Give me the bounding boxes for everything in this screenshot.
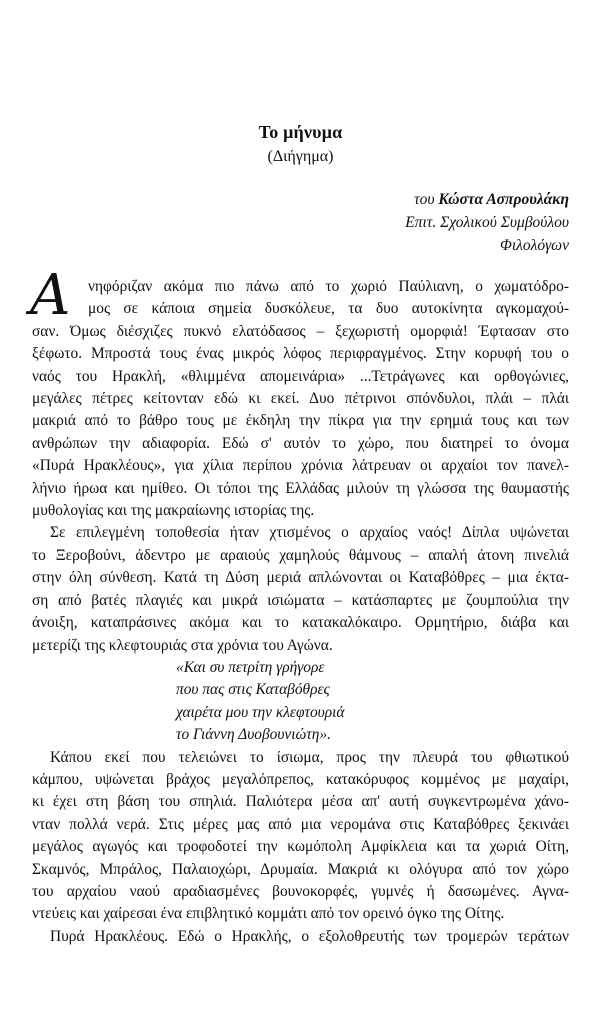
text-line: μεγάλος αγωγός και τροφοδοτεί την κωμόπολη Αμφίκλεια και τα χωριά Οίτη,: [32, 838, 569, 856]
text-line: μεγάλες πέτρες κείτονταν εδώ κι εκεί. Δυο πέτρινοι σπόνδυλοι, πλάι – πλάι: [32, 390, 569, 408]
byline-author-line: [405, 188, 569, 211]
byline: [405, 188, 569, 257]
verse-line: χαιρέτα μου την κλεφτουριά: [176, 703, 345, 721]
text-line: λήνιο ήρωα και ημίθεο. Οι τόποι της Ελλάδας μιλούν τη γλώσσα της θαυμαστής: [32, 479, 569, 497]
text-line: σαν. Όμως διέσχιζες πυκνό ελατόδασος – ξεχωριστή ομορφιά! Έφτασαν στο: [32, 322, 569, 340]
paragraph-3: [32, 747, 569, 926]
verse-block: [32, 657, 569, 747]
paragraph-2: [32, 522, 569, 656]
body-text: [30, 263, 569, 948]
text-line: μυθολογίας και της μακραίωνης ιστορίας της.: [32, 502, 315, 520]
text-line: μακριά από το βάθρο τους με έκδηλη την πίκρα για την ερημιά τους και των: [32, 412, 569, 430]
paragraph-4: [32, 926, 569, 948]
text-line: άνοιξη, καταπράσινες ακόμα και το κατακαλόκαιρο. Ορμητήριο, διάβα και: [32, 614, 569, 632]
byline-role: Επιτ. Σχολικού Συμβούλου: [405, 214, 569, 231]
text-line: Κάπου εκεί που τελειώνει το ίσιωμα, προς την πλευρά του φθιωτικού: [50, 748, 569, 766]
story-title: Το μήνυμα: [258, 122, 343, 142]
verse-line: το Γιάννη Δυοβουνιώτη».: [176, 726, 331, 744]
text-line: του αρχαίου ναού αραδιασμένες βουνοκορφές, γυμνές ή δασωμένες. Αγνα-: [32, 882, 569, 900]
text-line: μετερίζι της κλεφτουριάς στα χρόνια του Αγώνα.: [32, 636, 333, 654]
text-line: νταν πολλά νερά. Στις μέρες μας από μια νερομάνα στις Καταβόθρες ξεκινάει: [32, 815, 569, 833]
text-line: Σε επιλεγμένη τοποθεσία ήταν χτισμένος ο αρχαίος ναός! Δίπλα υψώνεται: [50, 524, 569, 542]
text-line: νηφόριζαν ακόμα πιο πάνω από το χωριό Παύλιανη, ο χωματόδρο-: [88, 278, 569, 295]
text-line: ση από βατές πλαγιές και μικρά ισιώματα – κατάσπαρτες με ζουμπούλια την: [32, 591, 569, 609]
text-line: «Πυρά Ηρακλέους», για χίλια περίπου χρόνια λάτρευαν οι αρχαίοι τον πανελ-: [32, 457, 569, 475]
verse-line: «Και συ πετρίτη γρήγορε: [176, 658, 325, 676]
text-line: μος σε κάποια σημεία δυσκόλευε, τα δυο αυτοκίνητα αγκομαχού-: [88, 300, 569, 318]
text-line: στην όλη σύνθεση. Κατά τη Δύση μεριά απλώνονται οι Καταβόθρες – μια έκτα-: [32, 569, 569, 587]
text-line: ξέφωτο. Μπροστά τους ένας μικρός λόφος περιφραγμένος. Στην κορυφή του ο: [32, 345, 569, 363]
text-line: Σκαμνός, Μπράλος, Παλαιοχώρι, Δρυμαία. Μακριά κι ολόγυρα από τον χώρο: [32, 860, 569, 878]
text-line: ανθρώπων την αδιαφορία. Εδώ σ' αυτόν το χώρο, που διατηρεί το όνομα: [32, 434, 569, 452]
byline-prefix: του: [414, 191, 439, 208]
text-line: ναός του Ηρακλή, «θλιμμένα απομεινάρια» ...Τετράγωνες και ορθογώνιες,: [32, 367, 569, 385]
text-line: Πυρά Ηρακλέους. Εδώ ο Ηρακλής, ο εξολοθρευτής των τρομερών τεράτων: [50, 927, 569, 945]
story-subtitle: (Διήγημα): [267, 148, 334, 165]
drop-cap: Α: [30, 263, 71, 328]
author-name: Κώστα Ασπρουλάκη: [438, 191, 569, 208]
text-line: κάμπου, υψώνεται βράχος μεγαλόπρεπος, κατακόρυφος κομμένος με μαχαίρι,: [32, 770, 569, 788]
byline-field: Φιλολόγων: [500, 237, 569, 254]
text-line: το Ξεροβούνι, άδεντρο με αραιούς χαμηλούς θάμνους – απαλή άτονη πινελιά: [32, 546, 569, 564]
text-line: κι έχει στη βάση του σπηλιά. Παλιότερα μέσα απ' αυτή συγκεντρωμένα χάνο-: [32, 793, 569, 811]
paragraph-1: [30, 263, 569, 522]
text-line: ντεύεις και χαίρεσαι ένα επιβλητικό κομμάτι από τον ορεινό όγκο της Οίτης.: [32, 905, 505, 923]
verse-line: που πας στις Καταβόθρες: [176, 681, 330, 699]
